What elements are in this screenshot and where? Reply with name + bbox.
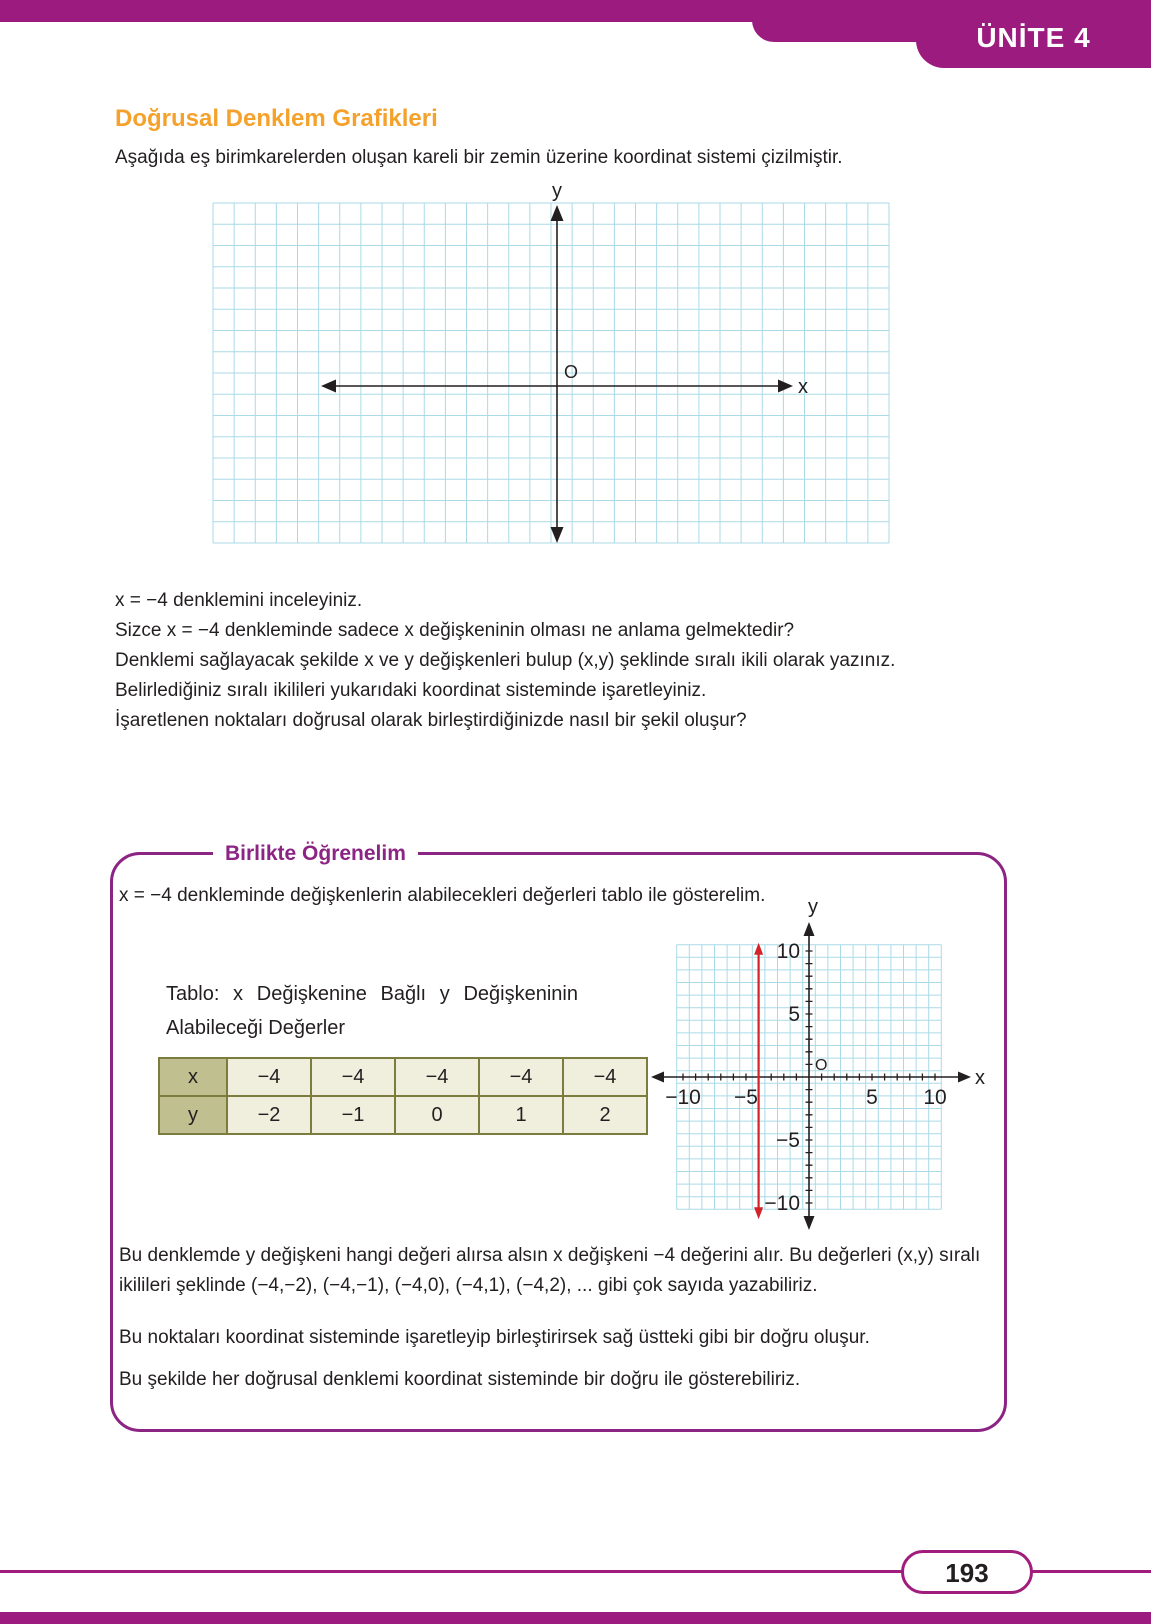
svg-text:−10: −10 <box>764 1192 800 1215</box>
values-table <box>158 1057 648 1135</box>
bottom-bar <box>0 1612 1151 1624</box>
equation-line-x-equals-minus-4 <box>754 943 763 1220</box>
table-cell: 1 <box>479 1096 563 1134</box>
table-cell: −4 <box>227 1058 311 1096</box>
page-title: Doğrusal Denklem Grafikleri <box>115 105 438 132</box>
svg-text:5: 5 <box>866 1086 878 1109</box>
y-axis-bottom-arrow-icon <box>804 1216 815 1230</box>
table-cell: −1 <box>311 1096 395 1134</box>
unit-label: ÜNİTE 4 <box>976 22 1091 53</box>
table-caption <box>166 977 578 1045</box>
learn-box-intro: x = −4 denkleminde değişkenlerin alabilecekleri değerleri tablo ile gösterelim. <box>119 885 766 906</box>
solution-graph-svg <box>646 897 986 1253</box>
page-number <box>901 1550 1033 1594</box>
learn-box-title: Birlikte Öğrenelim <box>213 840 418 867</box>
table-cell: 0 <box>395 1096 479 1134</box>
question-list <box>115 586 1045 736</box>
page-number-text: 193 <box>945 1558 989 1588</box>
x-axis-right-arrow-icon <box>778 380 793 393</box>
coordinate-grid-svg <box>208 183 898 555</box>
question-line: x = −4 denklemini inceleyiniz. <box>115 590 363 611</box>
table-caption-line1: Tablo: x Değişkenine Bağlı y Değişkeninin <box>166 983 578 1005</box>
question-line: Belirlediğiniz sıralı ikilileri yukarıdaki koordinat sisteminde işaretleyiniz. <box>115 680 707 701</box>
box-paragraph: Bu denklemde y değişkeni hangi değeri alırsa alsın x değişkeni −4 değerini alır. Bu değerleri (x,y) sıralı ikilileri şeklinde (−4,−2), (−4,−1), (−4,0), (−4,1), (−4,2), ... gibi çok sayıda yazabiliriz. <box>119 1245 981 1296</box>
grid-lines <box>213 203 889 543</box>
y-axis-label: y <box>808 897 818 918</box>
svg-text:−5: −5 <box>776 1129 800 1152</box>
learn-box <box>110 842 1007 1432</box>
y-axis-top-arrow-icon <box>804 922 815 936</box>
box-paragraph: Bu noktaları koordinat sisteminde işaretleyip birleştirirsek sağ üstteki gibi bir doğru oluşur. <box>119 1327 870 1348</box>
table-row-x <box>159 1058 647 1096</box>
x-axis-left-arrow-icon <box>321 380 336 393</box>
row-header-y: y <box>159 1096 227 1134</box>
unit-badge <box>916 0 1151 68</box>
y-axis-top-arrow-icon <box>551 205 564 221</box>
box-paragraph: Bu şekilde her doğrusal denklemi koordinat sisteminde bir doğru ile gösterebiliriz. <box>119 1369 801 1390</box>
solution-graph <box>646 897 986 1253</box>
row-header-x: x <box>159 1058 227 1096</box>
origin-label: O <box>815 1057 828 1074</box>
table-cell: 2 <box>563 1096 647 1134</box>
svg-text:−10: −10 <box>665 1086 701 1109</box>
table-cell: −4 <box>311 1058 395 1096</box>
x-axis-left-arrow-icon <box>651 1072 664 1083</box>
table-caption-line2: Alabileceği Değerler <box>166 1017 345 1039</box>
table-cell: −4 <box>479 1058 563 1096</box>
table-cell: −2 <box>227 1096 311 1134</box>
table-cell: −4 <box>563 1058 647 1096</box>
origin-label: O <box>564 362 579 382</box>
question-line: Sizce x = −4 denkleminde sadece x değişkeninin olması ne anlama gelmektedir? <box>115 620 795 641</box>
svg-text:5: 5 <box>788 1003 800 1026</box>
table-cell: −4 <box>395 1058 479 1096</box>
coordinate-grid-figure <box>208 183 898 555</box>
y-axis-bottom-arrow-icon <box>551 527 564 543</box>
question-line: Denklemi sağlayacak şekilde x ve y değişkenleri bulup (x,y) şeklinde sıralı ikili olarak yazınız. <box>115 650 896 671</box>
svg-text:10: 10 <box>776 940 800 963</box>
y-axis-label: y <box>552 183 562 202</box>
x-axis-label: x <box>975 1067 985 1089</box>
question-line: İşaretlenen noktaları doğrusal olarak birleştirdiğinizde nasıl bir şekil oluşur? <box>115 710 747 731</box>
svg-text:10: 10 <box>923 1086 947 1109</box>
table-row-y <box>159 1096 647 1134</box>
x-axis-right-arrow-icon <box>958 1072 971 1083</box>
intro-text: Aşağıda eş birimkarelerden oluşan kareli bir zemin üzerine koordinat sistemi çizilmiştir. <box>115 147 843 168</box>
svg-text:−5: −5 <box>734 1086 758 1109</box>
x-axis-label: x <box>798 376 808 398</box>
